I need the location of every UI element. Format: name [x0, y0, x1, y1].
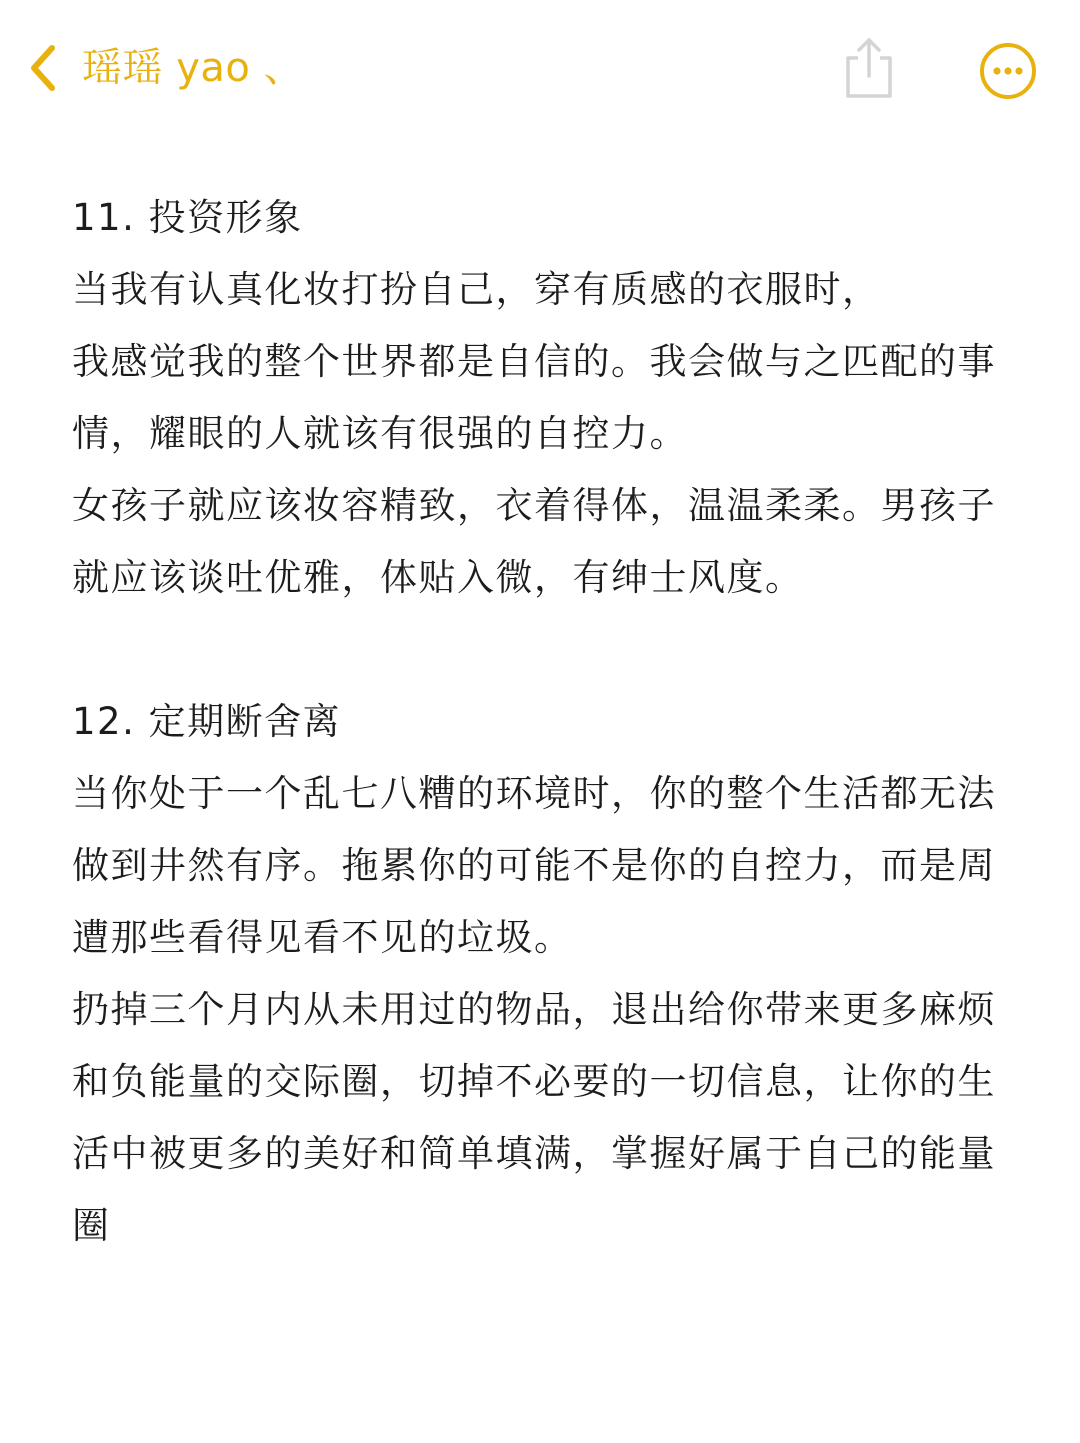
share-button[interactable]	[838, 34, 900, 100]
more-button[interactable]	[978, 41, 1038, 101]
section-investment-image	[72, 182, 1012, 614]
share-icon	[838, 85, 900, 104]
paragraph: 当我有认真化妆打扮自己，穿有质感的衣服时，	[72, 268, 881, 311]
paragraph: 当你处于一个乱七八糟的环境时，你的整个生活都无法做到井然有序。拖累你的可能不是你的自控力，而是周遭那些看得见看不见的垃圾。	[72, 772, 996, 959]
more-icon	[978, 86, 1038, 105]
top-nav-bar	[0, 0, 1080, 140]
paragraph: 我感觉我的整个世界都是自信的。我会做与之匹配的事情，耀眼的人就该有很强的自控力。	[72, 340, 996, 455]
note-body	[72, 182, 1012, 1262]
author-name: 瑶瑶 yao 、	[82, 45, 305, 91]
section-decluttering	[72, 686, 1012, 1262]
chevron-left-icon	[24, 38, 60, 98]
section-title: 12. 定期断舍离	[72, 700, 342, 743]
paragraph: 扔掉三个月内从未用过的物品，退出给你带来更多麻烦和负能量的交际圈，切掉不必要的一切信息，让你的生活中被更多的美好和简单填满，掌握好属于自己的能量圈	[72, 988, 996, 1247]
paragraph: 女孩子就应该妆容精致，衣着得体，温温柔柔。男孩子就应该谈吐优雅，体贴入微，有绅士风度。	[72, 484, 996, 599]
back-button[interactable]	[24, 38, 304, 98]
section-title: 11. 投资形象	[72, 196, 303, 239]
